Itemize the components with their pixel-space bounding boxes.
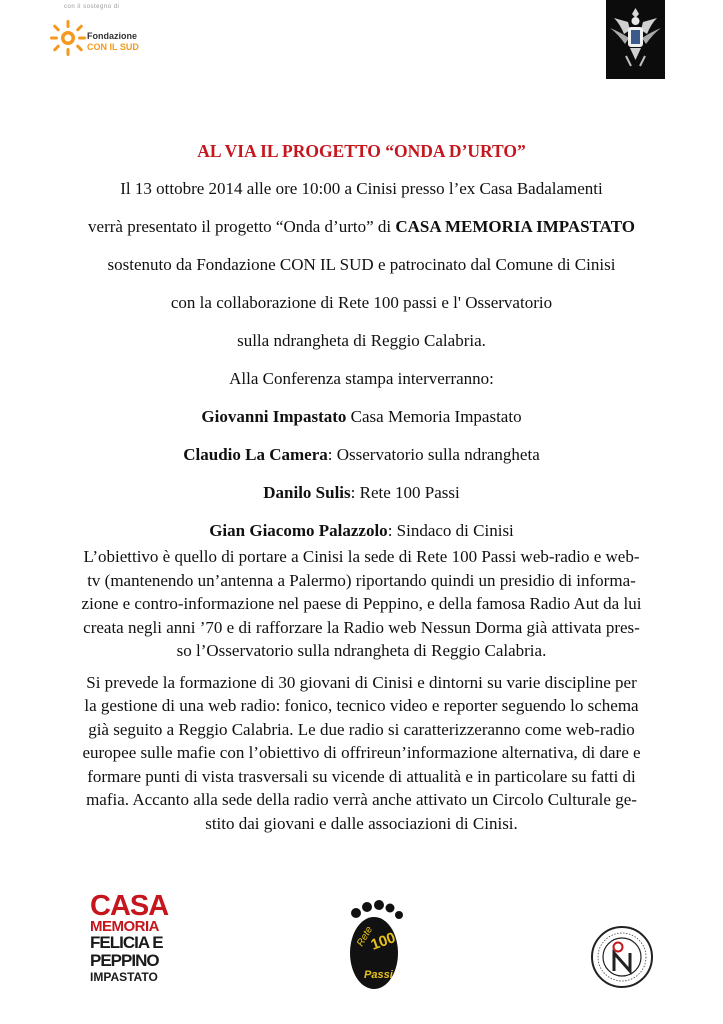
eagle-icon	[606, 0, 665, 79]
casa-memoria-logo-line: PEPPINO	[90, 951, 159, 970]
logo-line-fondazione: Fondazione	[87, 31, 137, 41]
speaker-line	[40, 407, 683, 427]
paragraph-line: la gestione di una web radio: fonico, tecnico video e reporter seguendo lo schema	[84, 696, 639, 715]
paragraph-line: stito dai giovani e dalle associazioni di Cinisi.	[205, 813, 518, 833]
paragraph-line: tv (mantenendo un’antenna a Palermo) riportando quindi un presidio di informa-	[87, 570, 636, 590]
paragraph-line: Si prevede la formazione di 30 giovani di Cinisi e dintorni su varie discipline per	[86, 672, 637, 692]
paragraph-line: zione e contro-informazione nel paese di Peppino, e della famosa Radio Aut da lui	[81, 594, 642, 613]
speaker-name: Claudio La Camera	[183, 445, 328, 464]
sun-icon	[50, 14, 86, 58]
speaker-role: : Rete 100 Passi	[350, 483, 460, 502]
speaker-line	[40, 521, 683, 541]
paragraph-line: L’obiettivo è quello di portare a Cinisi la sede di Rete 100 Passi web-radio e web-	[83, 547, 640, 566]
paragraph-line: già seguito a Reggio Calabria. Le due radio si caratterizzeranno come web-radio	[88, 719, 635, 739]
intro-line-date: Il 13 ottobre 2014 alle ore 10:00 a Cinisi presso l’ex Casa Badalamenti	[120, 179, 603, 198]
intro-line-project-org: CASA MEMORIA IMPASTATO	[395, 217, 635, 236]
paragraph-objective	[40, 545, 683, 663]
intro-line-support: sostenuto da Fondazione CON IL SUD e patrocinato dal Comune di Cinisi	[107, 255, 616, 274]
speaker-line	[40, 483, 683, 503]
osservatorio-seal-logo	[590, 925, 654, 989]
intro-line-speakers-heading: Alla Conferenza stampa interverranno:	[229, 369, 494, 388]
paragraph-line: so l’Osservatorio sulla ndrangheta di Reggio Calabria.	[176, 641, 547, 660]
passi-text: Passi	[364, 969, 393, 981]
casa-memoria-logo-line: IMPASTATO	[90, 970, 158, 984]
hundred-text: 100	[368, 929, 398, 954]
eagle-crest-logo	[606, 0, 665, 79]
rete-text: Rete	[355, 924, 376, 949]
intro-line-project	[40, 217, 683, 237]
paragraph-line: creata negli anni ’70 e di rafforzare la Radio web Nessun Dorma già attivata pres-	[83, 617, 640, 637]
speaker-line	[40, 445, 683, 465]
logo-line-con-il-sud: CON IL SUD	[87, 42, 139, 52]
casa-memoria-logo	[90, 890, 182, 993]
document-body	[40, 141, 683, 835]
casa-memoria-logo-line: CASA	[90, 890, 169, 922]
speaker-role: : Osservatorio sulla ndrangheta	[327, 445, 540, 464]
logo-small-text: con il sostegno di	[64, 4, 120, 10]
rete-100-passi-logo	[342, 895, 408, 995]
seal-icon	[590, 925, 654, 989]
speaker-role: : Sindaco di Cinisi	[387, 521, 514, 540]
intro-line-project-text: verrà presentato il progetto “Onda d’urto” di	[88, 217, 396, 236]
paragraph-training	[40, 671, 683, 836]
casa-memoria-logo-line: MEMORIA	[90, 918, 159, 935]
footprint-icon	[342, 895, 408, 995]
paragraph-line: formare punti di vista trasversali su vicende di attualità e in particolare su fatti di	[87, 766, 636, 786]
speaker-role: Casa Memoria Impastato	[346, 407, 522, 426]
paragraph-line: mafia. Accanto alla sede della radio verrà anche attivato un Circolo Culturale ge-	[86, 790, 637, 809]
casa-memoria-logo-line: FELICIA E	[90, 933, 163, 952]
speaker-name: Gian Giacomo Palazzolo	[209, 521, 388, 540]
paragraph-line: europee sulle mafie con l’obiettivo di offrireun’informazione alternativa, di dare e	[82, 743, 641, 762]
intro-line-collaboration: con la collaborazione di Rete 100 passi e l' Osservatorio	[170, 293, 553, 312]
intro-line-osservatorio: sulla ndrangheta di Reggio Calabria.	[237, 331, 486, 350]
document-title: AL VIA IL PROGETTO “ONDA D’URTO”	[197, 141, 526, 161]
speaker-name: Giovanni Impastato	[201, 407, 347, 426]
speaker-name: Danilo Sulis	[263, 483, 351, 502]
fondazione-con-il-sud-logo	[50, 4, 150, 62]
